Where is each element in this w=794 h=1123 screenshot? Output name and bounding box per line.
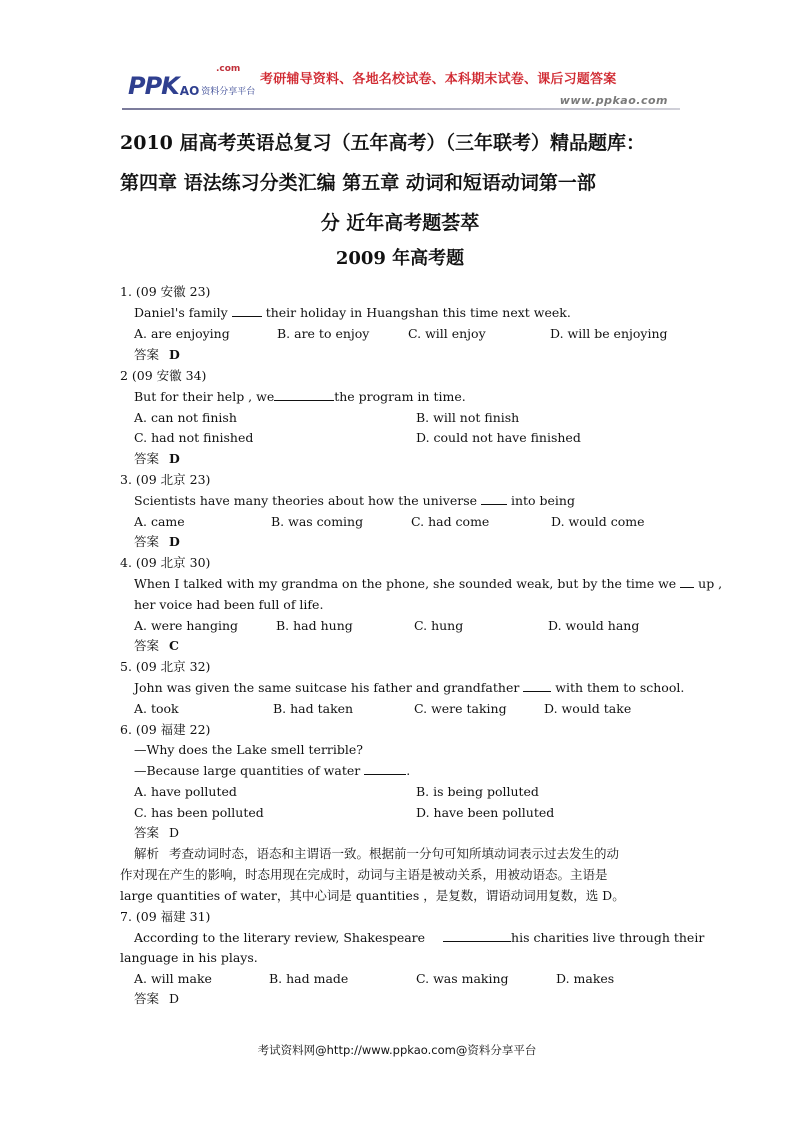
- question-stem-continued: language in his plays.: [120, 950, 258, 965]
- option-a: A. are enjoying: [134, 326, 230, 341]
- option-c: C. had not finished: [134, 430, 254, 445]
- title-line-3: 分 近年高考题荟萃: [320, 212, 480, 234]
- question-stem: [134, 679, 684, 697]
- answer-line: [134, 450, 180, 468]
- option-d: D. will be enjoying: [550, 326, 668, 341]
- question-stem: [134, 575, 722, 593]
- analysis-label: 解析: [134, 846, 160, 861]
- stem-text: When I talked with my grandma on the phone, she sounded weak, but by the time we: [134, 576, 681, 591]
- question-stem: [134, 388, 466, 406]
- answer-blank: [364, 762, 406, 775]
- option-b: B. will not finish: [416, 410, 520, 425]
- question-source: 1. (09 安徽 23): [120, 284, 211, 299]
- option-d: D. have been polluted: [416, 805, 555, 820]
- stem-text: with them to school.: [551, 680, 685, 695]
- question-source: 7. (09 福建 31): [120, 909, 211, 924]
- question-source: 4. (09 北京 30): [120, 555, 211, 570]
- question-stem: [134, 762, 410, 780]
- answer-blank: [274, 388, 334, 401]
- question-stem: [134, 304, 571, 322]
- question-stem: —Why does the Lake smell terrible?: [134, 742, 363, 757]
- answer-blank: [232, 304, 262, 317]
- answer-line: [134, 990, 179, 1008]
- answer-blank: [680, 575, 694, 588]
- option-b: B. had taken: [273, 701, 354, 716]
- answer-value: D: [169, 534, 180, 549]
- answer-line: [134, 346, 180, 364]
- option-a: A. came: [134, 514, 185, 529]
- document-title: [120, 123, 680, 243]
- header-divider: [122, 108, 680, 110]
- option-c: C. has been polluted: [134, 805, 264, 820]
- analysis-text: 考查动词时态，语态和主谓语一致。根据前一分句可知所填动词表示过去发生的动: [169, 846, 620, 861]
- answer-label: 答案: [134, 638, 160, 653]
- question-source: 2 (09 安徽 34): [120, 368, 207, 383]
- answer-label: 答案: [134, 534, 160, 549]
- question-source: 3. (09 北京 23): [120, 472, 211, 487]
- logo-com-text: .com: [216, 64, 241, 74]
- option-c: C. hung: [414, 618, 464, 633]
- option-b: B. had made: [269, 971, 349, 986]
- header-url: www.ppkao.com: [559, 94, 668, 107]
- answer-value: D: [169, 991, 180, 1006]
- stem-text: Daniel's family: [134, 305, 232, 320]
- logo-ao-text: AO: [179, 84, 200, 98]
- stem-text: up ,: [694, 576, 723, 591]
- title-line-2: 第四章 语法练习分类汇编 第五章 动词和短语动词第一部: [120, 172, 596, 194]
- answer-label: 答案: [134, 991, 160, 1006]
- question-source: 5. (09 北京 32): [120, 659, 211, 674]
- option-b: B. are to enjoy: [277, 326, 370, 341]
- title-line-1: 2010 届高考英语总复习（五年高考）（三年联考）精品题库：: [120, 132, 645, 154]
- analysis-line: [134, 845, 619, 863]
- option-a: A. will make: [134, 971, 212, 986]
- section-subtitle: 2009 年高考题: [335, 248, 465, 269]
- header-tagline: 考研辅导资料、各地名校试卷、本科期末试卷、课后习题答案: [260, 72, 617, 87]
- answer-blank: [443, 929, 511, 942]
- answer-line: [134, 637, 179, 655]
- logo-main-text: PPK: [128, 72, 179, 100]
- answer-value: D: [169, 451, 180, 466]
- analysis-text: large quantities of water，其中心词是 quantities ，是复数，谓语动词用复数，选 D。: [120, 888, 625, 903]
- stem-text: his charities live through their: [511, 930, 705, 945]
- answer-blank: [481, 492, 507, 505]
- option-a: A. were hanging: [134, 618, 239, 633]
- option-d: D. could not have finished: [416, 430, 581, 445]
- header-banner: [120, 60, 680, 114]
- ppkao-logo: [128, 64, 256, 100]
- option-d: D. would come: [551, 514, 645, 529]
- answer-label: 答案: [134, 451, 160, 466]
- option-c: C. were taking: [414, 701, 507, 716]
- question-stem: [134, 929, 704, 947]
- stem-text: John was given the same suitcase his father and grandfather: [134, 680, 524, 695]
- stem-text: But for their help , we: [134, 389, 275, 404]
- option-a: A. can not finish: [134, 410, 237, 425]
- answer-value: D: [169, 347, 180, 362]
- option-c: C. had come: [411, 514, 490, 529]
- answer-value: D: [169, 825, 180, 840]
- option-b: B. is being polluted: [416, 784, 539, 799]
- stem-text: their holiday in Huangshan this time next week.: [261, 305, 571, 320]
- stem-text: —Because large quantities of water: [134, 763, 365, 778]
- option-c: C. will enjoy: [408, 326, 486, 341]
- logo-sub-text: 资料分享平台: [201, 87, 256, 97]
- stem-text: .: [406, 763, 411, 778]
- option-b: B. was coming: [271, 514, 364, 529]
- answer-line: [134, 533, 180, 551]
- stem-text: the program in time.: [334, 389, 466, 404]
- option-a: A. have polluted: [134, 784, 237, 799]
- option-d: D. makes: [556, 971, 615, 986]
- option-b: B. had hung: [276, 618, 353, 633]
- question-stem-continued: her voice had been full of life.: [134, 597, 324, 612]
- answer-line: [134, 824, 179, 842]
- answer-label: 答案: [134, 825, 160, 840]
- option-c: C. was making: [416, 971, 509, 986]
- stem-text: According to the literary review, Shakespeare: [134, 930, 426, 945]
- answer-value: C: [169, 638, 179, 653]
- answer-blank: [523, 679, 551, 692]
- option-d: D. would hang: [548, 618, 640, 633]
- question-source: 6. (09 福建 22): [120, 722, 211, 737]
- answer-label: 答案: [134, 347, 160, 362]
- analysis-text: 作对现在产生的影响，时态用现在完成时，动词与主语是被动关系，用被动语态。主语是: [120, 867, 608, 882]
- stem-text: into being: [506, 493, 575, 508]
- option-a: A. took: [134, 701, 179, 716]
- page-footer: 考试资料网@http://www.ppkao.com@资料分享平台: [257, 1043, 537, 1057]
- question-stem: [134, 492, 575, 510]
- stem-text: Scientists have many theories about how the universe: [134, 493, 481, 508]
- option-d: D. would take: [544, 701, 632, 716]
